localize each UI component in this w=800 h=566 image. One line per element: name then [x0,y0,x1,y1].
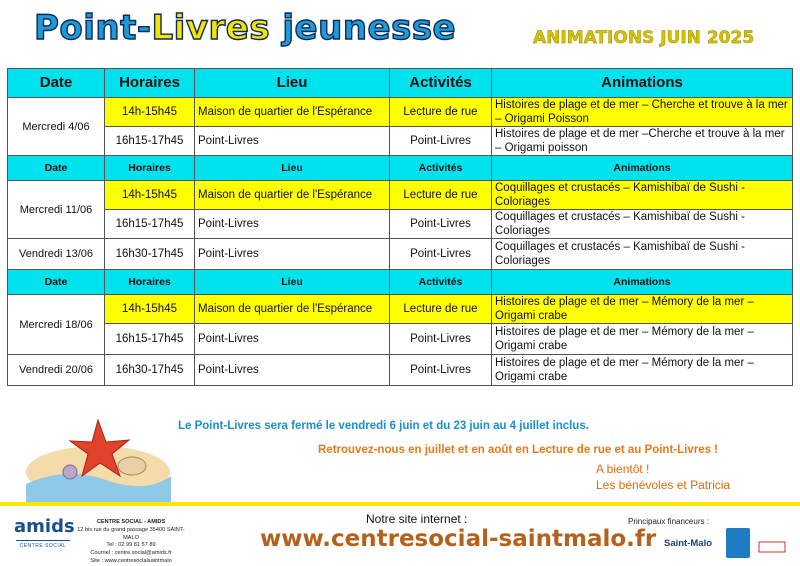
signature-text: Les bénévoles et Patricia [596,478,731,492]
activite-cell: Point-Livres [390,127,492,156]
col-header-activites: Activités [390,156,492,181]
logo-word: amids [14,516,75,537]
shell-icon [63,465,77,479]
col-header-lieu: Lieu [195,270,390,295]
lieu-cell: Point-Livres [195,127,390,156]
saint-malo-logo: Saint-Malo [664,538,713,549]
horaire-cell: 16h30-17h45 [105,239,195,270]
table-row [8,210,793,239]
financeurs-label: Principaux financeurs : [628,517,709,526]
col-header-lieu: Lieu [195,69,390,98]
table-row [8,127,793,156]
lieu-cell: Point-Livres [195,239,390,270]
col-header-activites: Activités [390,69,492,98]
footer-divider [0,502,800,506]
col-header-animations: Animations [492,270,793,295]
horaire-cell: 16h30-17h45 [105,355,195,386]
activite-cell: Point-Livres [390,324,492,355]
table-row [8,324,793,355]
col-header-date: Date [8,156,105,181]
date-cell: Mercredi 11/06 [8,181,105,239]
lieu-cell: Point-Livres [195,324,390,355]
beach-illustration [26,414,171,502]
title-part-1: Point- [34,8,152,48]
site-url-link[interactable]: www.centresocial-saintmalo.fr [260,526,657,552]
animation-cell: Histoires de plage et de mer – Mémory de la mer – Origami crabe [492,355,793,386]
horaire-cell: 16h15-17h45 [105,127,195,156]
horaire-cell: 16h15-17h45 [105,324,195,355]
amids-logo [14,516,75,556]
phone-line: Tel : 02 99 81 57 89 [106,542,156,549]
page-subtitle: ANIMATIONS JUIN 2025 [533,28,755,48]
animation-cell: Coquillages et crustacés – Kamishibaï de Sushi - Coloriages [492,210,793,239]
region-logo [758,540,786,554]
address-line: 12 bis rue du grand passage 35400 SAINT-MALO [77,526,185,541]
table-subheader-row [8,156,793,181]
horaire-cell: 14h-15h45 [105,98,195,127]
col-header-horaires: Horaires [105,69,195,98]
horaire-cell: 14h-15h45 [105,295,195,324]
date-cell: Vendredi 20/06 [8,355,105,386]
site-label: Notre site internet : [366,512,468,526]
lieu-cell: Maison de quartier de l'Espérance [195,181,390,210]
activite-cell: Point-Livres [390,239,492,270]
date-cell: Mercredi 18/06 [8,295,105,355]
table-subheader-row [8,270,793,295]
summer-notice: Retrouvez-nous en juillet et en août en Lecture de rue et au Point-Livres ! [318,444,719,456]
schedule-table [7,68,793,386]
activite-cell: Lecture de rue [390,98,492,127]
activite-cell: Lecture de rue [390,295,492,324]
animation-cell: Histoires de plage et de mer – Mémory de la mer – Origami crabe [492,295,793,324]
activite-cell: Point-Livres [390,355,492,386]
email-line[interactable]: Courriel : centre.social@amids.fr [90,550,172,557]
col-header-date: Date [8,270,105,295]
lieu-cell: Maison de quartier de l'Espérance [195,295,390,324]
region-logo-frame [759,542,785,552]
lieu-cell: Point-Livres [195,210,390,239]
org-name: CENTRE SOCIAL - AMIDS [96,519,166,525]
table-row [8,181,793,210]
col-header-horaires: Horaires [105,156,195,181]
address-block [76,519,186,566]
col-header-activites: Activités [390,270,492,295]
col-header-animations: Animations [492,69,793,98]
col-header-animations: Animations [492,156,793,181]
animation-cell: Histoires de plage et de mer –Cherche et trouve à la mer – Origami poisson [492,127,793,156]
table-row [8,239,793,270]
farewell-text: A bientôt ! [596,462,650,476]
date-cell: Mercredi 4/06 [8,98,105,156]
closure-notice: Le Point-Livres sera fermé le vendredi 6 juin et du 23 juin au 4 juillet inclus. [178,420,589,432]
caf-logo [726,528,750,558]
animation-cell: Coquillages et crustacés – Kamishibaï de Sushi - Coloriages [492,181,793,210]
table-row [8,355,793,386]
table-header-row [8,69,793,98]
col-header-lieu: Lieu [195,156,390,181]
lieu-cell: Maison de quartier de l'Espérance [195,98,390,127]
table-row [8,98,793,127]
horaire-cell: 16h15-17h45 [105,210,195,239]
horaire-cell: 14h-15h45 [105,181,195,210]
activite-cell: Lecture de rue [390,181,492,210]
animation-cell: Histoires de plage et de mer – Cherche et trouve à la mer – Origami Poisson [492,98,793,127]
logo-subtitle: CENTRE SOCIAL [16,540,70,549]
col-header-date: Date [8,69,105,98]
page-title [34,8,456,48]
date-cell: Vendredi 13/06 [8,239,105,270]
site-line[interactable]: Site : www.centresocialsaintmalo [90,557,172,564]
animation-cell: Coquillages et crustacés – Kamishibaï de Sushi - Coloriages [492,239,793,270]
col-header-horaires: Horaires [105,270,195,295]
activite-cell: Point-Livres [390,210,492,239]
title-part-3: jeunesse [270,8,457,48]
lieu-cell: Point-Livres [195,355,390,386]
animation-cell: Histoires de plage et de mer – Mémory de la mer – Origami crabe [492,324,793,355]
title-part-2: Livres [151,8,271,48]
table-row [8,295,793,324]
shell-icon [118,457,146,475]
